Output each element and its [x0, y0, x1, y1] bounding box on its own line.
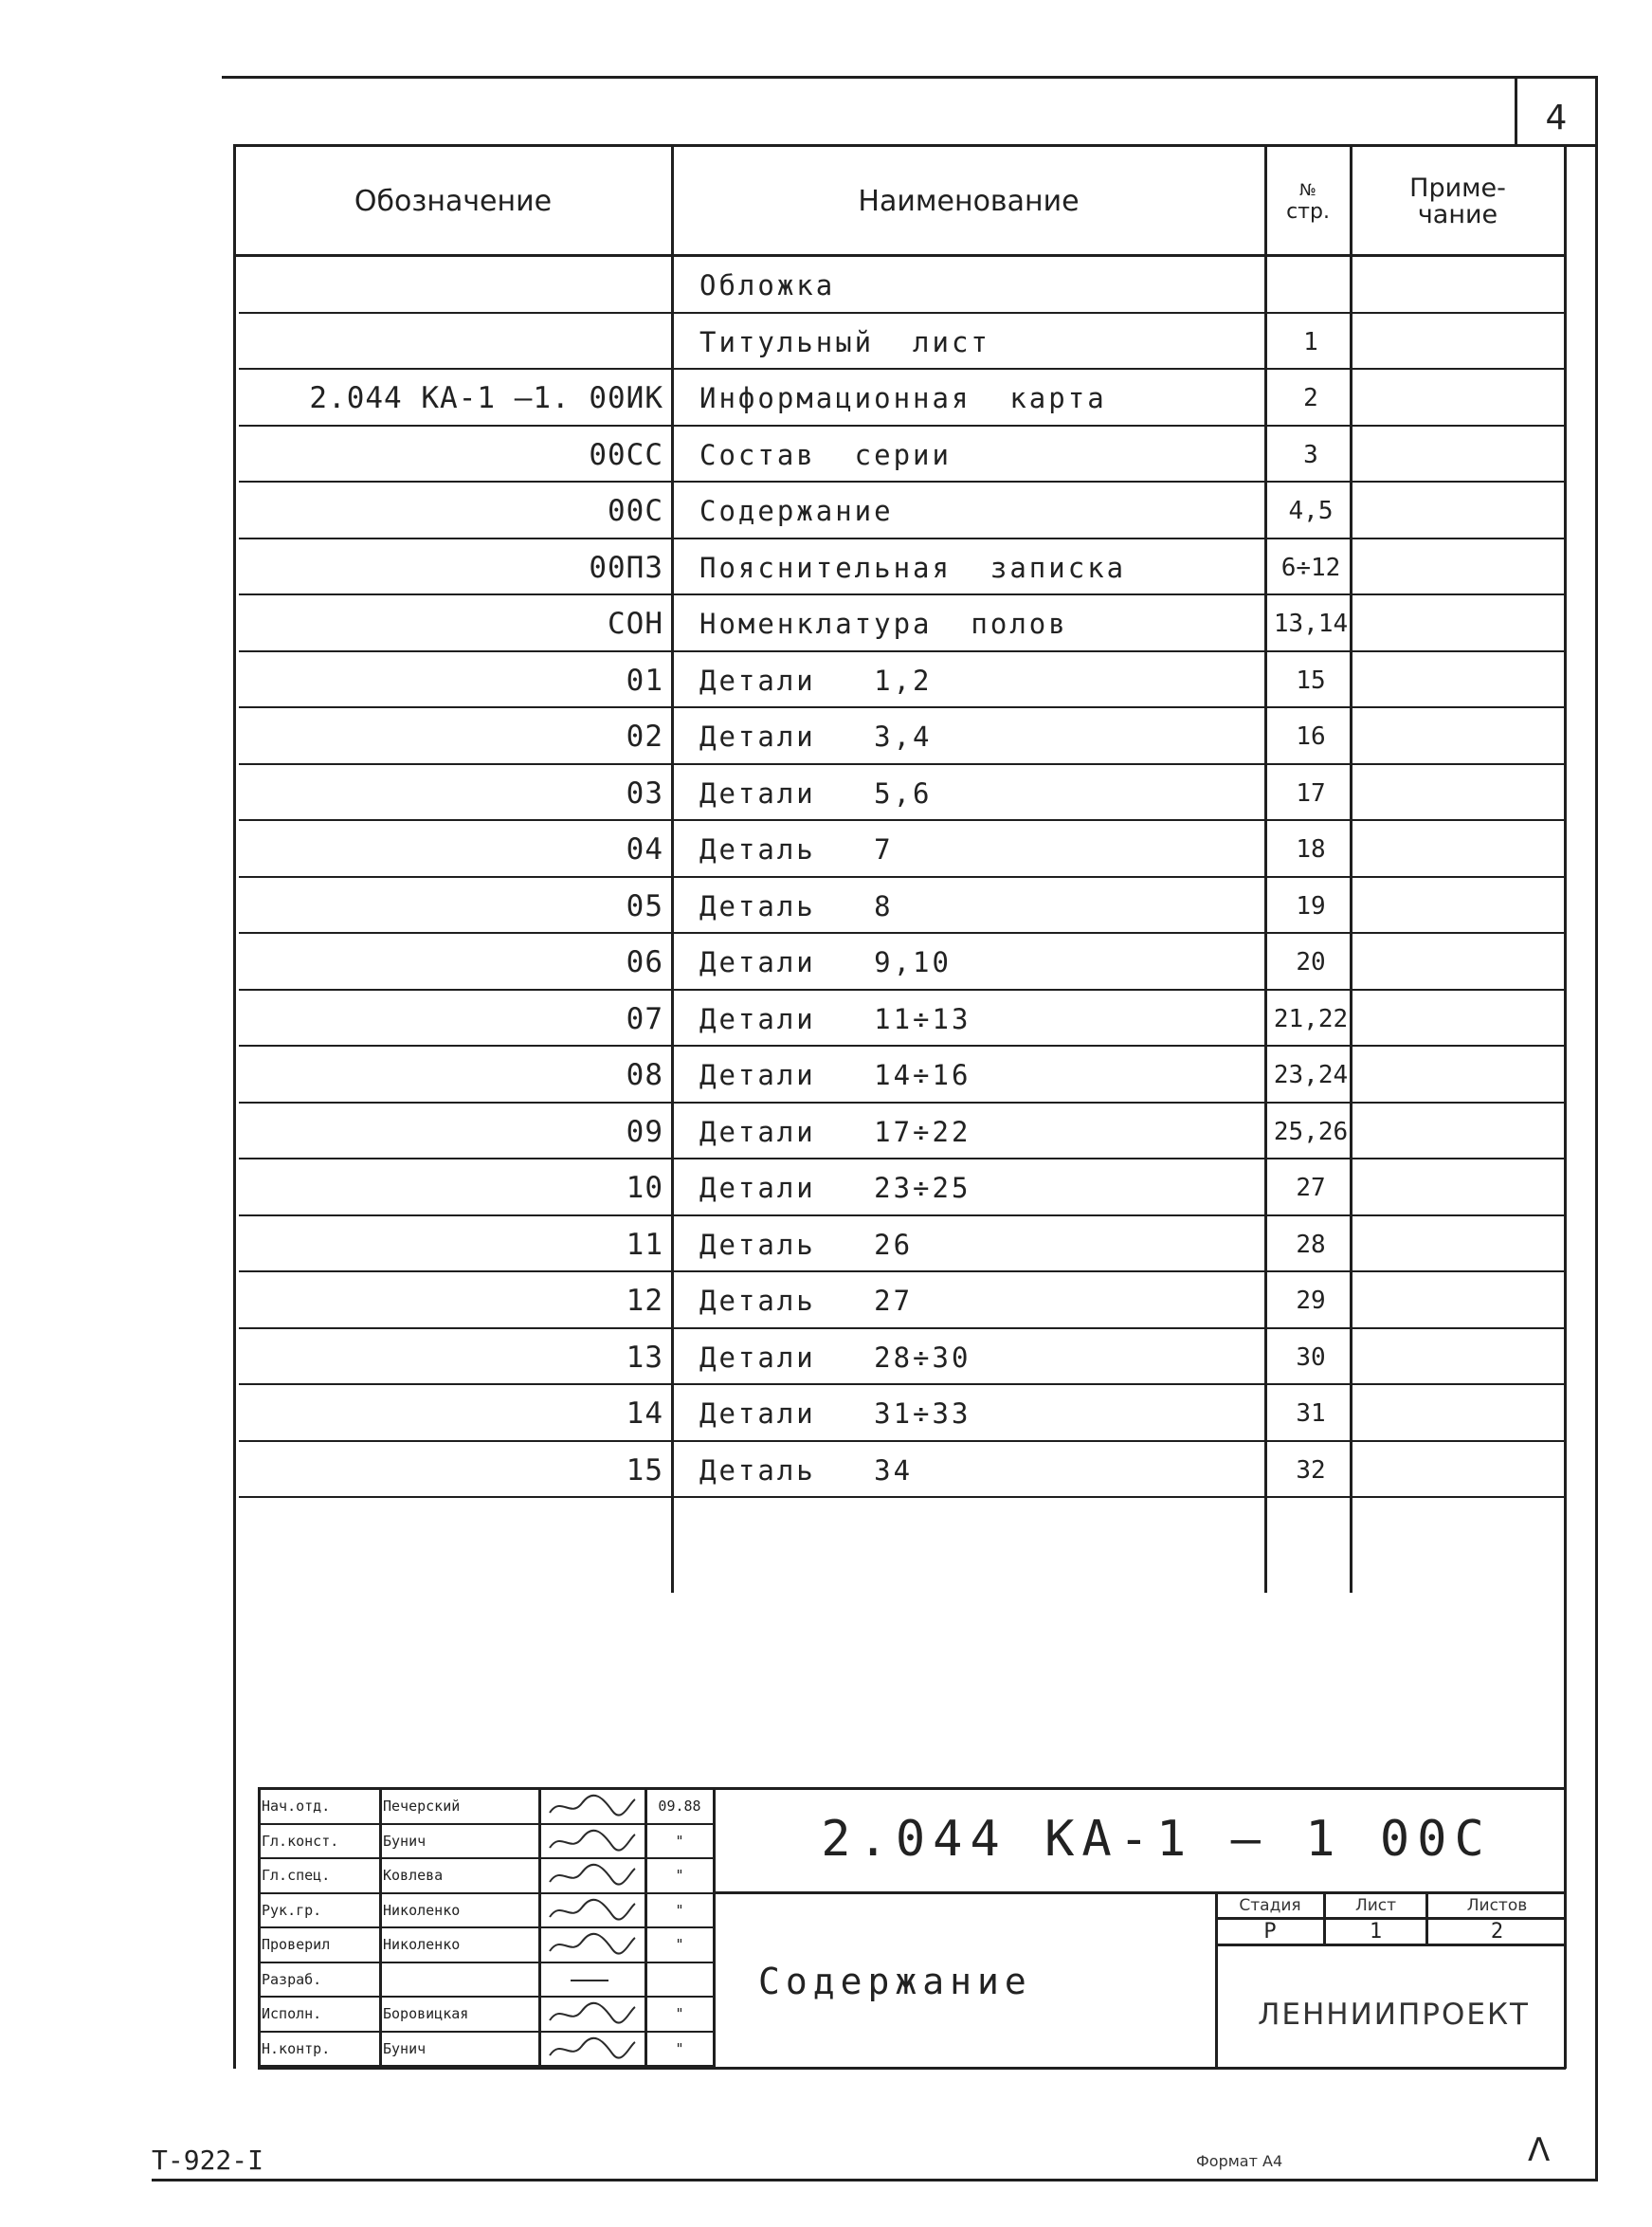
- row-name: Содержание: [699, 495, 894, 527]
- table-row: [239, 595, 1566, 652]
- table-row: [239, 1159, 1566, 1216]
- row-designation: СОН: [608, 607, 663, 641]
- sign-role: Гл.конст.: [262, 1833, 339, 1850]
- document-code: 2.044 КА-1 — 1 00С: [821, 1811, 1492, 1868]
- table-row: [239, 1272, 1566, 1329]
- row-separator: [239, 1496, 1564, 1498]
- table-row: [239, 1329, 1566, 1386]
- row-page-number: 13,14: [1273, 610, 1349, 638]
- sign-role: Н.контр.: [262, 2040, 331, 2057]
- header-note-line2: чание: [1417, 200, 1498, 229]
- table-row: [239, 427, 1566, 484]
- sign-col-4: [713, 1787, 716, 2067]
- header-note: [1352, 161, 1563, 243]
- header-designation-text: Обозначение: [354, 184, 553, 218]
- row-name: Детали 11÷13: [699, 1003, 971, 1035]
- sign-date: ": [675, 1833, 684, 1850]
- handwritten-signature: [542, 1859, 641, 1891]
- row-name: Обложка: [699, 269, 836, 301]
- row-designation: 02: [626, 720, 663, 754]
- row-name: Детали 31÷33: [699, 1397, 971, 1430]
- table-row: [239, 314, 1566, 371]
- sign-person: Боровицкая: [383, 2005, 469, 2022]
- sheet-number: 4: [1545, 98, 1568, 137]
- sign-date: [648, 1963, 711, 1996]
- frame-right-line: [1595, 76, 1598, 2181]
- row-page-number: 32: [1296, 1456, 1326, 1485]
- handwritten-signature: [542, 1790, 641, 1822]
- row-designation: 00С: [608, 494, 663, 528]
- row-page-number: 17: [1296, 779, 1326, 808]
- row-designation: 06: [626, 945, 663, 979]
- row-page-number: 19: [1296, 892, 1326, 921]
- row-name: Детали 3,4: [699, 721, 933, 753]
- table-row: [239, 539, 1566, 596]
- header-note-line1: Приме-: [1409, 173, 1506, 203]
- sheet-value: 1: [1369, 1919, 1383, 1944]
- row-name: Детали 14÷16: [699, 1059, 971, 1091]
- sign-date: ": [675, 1867, 684, 1884]
- row-name: Информационная карта: [699, 382, 1107, 414]
- sign-date: 09.88: [658, 1798, 701, 1815]
- header-name: [674, 148, 1263, 254]
- handwritten-signature: [542, 1825, 641, 1857]
- row-name: Детали 28÷30: [699, 1342, 971, 1374]
- table-row: [239, 1385, 1566, 1442]
- footer-format: Формат А4: [1196, 2152, 1283, 2170]
- row-name: Титульный лист: [699, 326, 990, 358]
- sheet-number-box-left: [1515, 76, 1517, 144]
- handwritten-signature: [542, 1928, 641, 1961]
- table-left-line: [233, 144, 236, 2069]
- sign-person: [383, 1963, 536, 1996]
- header-page-no-line2: стр.: [1286, 199, 1330, 224]
- handwritten-signature: [542, 2033, 641, 2065]
- row-name: Деталь 8: [699, 890, 894, 922]
- row-name: Деталь 7: [699, 833, 894, 866]
- row-page-number: 3: [1303, 441, 1318, 469]
- row-name: Номенклатура полов: [699, 608, 1068, 640]
- row-designation: 11: [626, 1228, 663, 1262]
- sign-person: Николенко: [383, 1902, 461, 1919]
- sign-person: Бунич: [383, 2040, 427, 2057]
- row-designation: 00СС: [589, 438, 663, 472]
- row-page-number: 28: [1296, 1231, 1326, 1259]
- row-name: Деталь 34: [699, 1454, 914, 1487]
- table-row: [239, 1104, 1566, 1160]
- header-name-text: Наименование: [858, 184, 1080, 218]
- sheets-value: 2: [1490, 1919, 1504, 1944]
- stage-label: Стадия: [1239, 1895, 1301, 1915]
- sign-role: Исполн.: [262, 2005, 322, 2022]
- sign-role: Проверил: [262, 1936, 331, 1953]
- row-designation: 13: [626, 1341, 663, 1375]
- frame-bottom-line: [152, 2179, 1598, 2181]
- row-page-number: 21,22: [1273, 1005, 1349, 1033]
- row-page-number: 23,24: [1273, 1061, 1349, 1089]
- organization-name: ЛЕННИИПРОЕКТ: [1258, 1998, 1530, 2032]
- table-row: [239, 878, 1566, 935]
- row-designation: 08: [626, 1058, 663, 1092]
- row-page-number: 25,26: [1273, 1118, 1349, 1146]
- row-page-number: 27: [1296, 1174, 1326, 1202]
- row-name: Детали 23÷25: [699, 1172, 971, 1204]
- row-page-number: 6÷12: [1280, 554, 1341, 582]
- row-page-number: 31: [1296, 1399, 1326, 1428]
- sign-person: Николенко: [383, 1936, 461, 1953]
- row-designation: 01: [626, 664, 663, 698]
- sign-person: Ковлева: [383, 1867, 444, 1884]
- row-designation: [239, 314, 663, 371]
- sign-date: ": [675, 2005, 684, 2022]
- row-designation: 03: [626, 776, 663, 811]
- header-page-no-line1: №: [1299, 180, 1316, 200]
- table-top-line: [233, 144, 1598, 147]
- header-designation: [236, 148, 670, 254]
- sign-person: Бунич: [383, 1833, 427, 1850]
- table-row: [239, 765, 1566, 822]
- row-page-number: 4,5: [1288, 497, 1334, 525]
- row-page-number: 1: [1303, 328, 1318, 356]
- sign-row-separator: [258, 2065, 713, 2067]
- handwritten-signature: [542, 1963, 641, 1996]
- row-designation: [239, 257, 663, 314]
- table-row: [239, 483, 1566, 539]
- row-name: Пояснительная записка: [699, 552, 1127, 584]
- row-designation: 10: [626, 1171, 663, 1205]
- titleblock-bottom-line: [258, 2067, 1566, 2070]
- footer-code: Т-922-I: [152, 2145, 264, 2176]
- row-designation: 14: [626, 1396, 663, 1431]
- sign-role: Рук.гр.: [262, 1902, 322, 1919]
- row-page-number: 16: [1296, 722, 1326, 751]
- row-page-number: [1268, 257, 1353, 314]
- row-name: Детали 17÷22: [699, 1116, 971, 1148]
- handwritten-signature: [542, 1998, 641, 2030]
- row-designation: 00ПЗ: [589, 551, 663, 585]
- row-name: Детали 9,10: [699, 946, 952, 978]
- sheet-label: Лист: [1354, 1895, 1397, 1915]
- header-page-no: [1267, 161, 1349, 243]
- sign-person: Печерский: [383, 1798, 461, 1815]
- row-name: Состав серии: [699, 439, 952, 471]
- table-row: [239, 257, 1566, 314]
- table-row: [239, 1047, 1566, 1104]
- row-designation: 07: [626, 1002, 663, 1036]
- sign-role: Нач.отд.: [262, 1798, 331, 1815]
- row-page-number: 20: [1296, 948, 1326, 977]
- handwritten-signature: [542, 1894, 641, 1926]
- sheets-label: Листов: [1466, 1895, 1528, 1915]
- sign-date: ": [675, 2040, 684, 2057]
- footer-mark: Λ: [1528, 2131, 1551, 2169]
- sign-role: Разраб.: [262, 1971, 322, 1988]
- row-designation: 12: [626, 1284, 663, 1318]
- stage-value-bottom: [1215, 1944, 1566, 1946]
- row-page-number: 15: [1296, 666, 1326, 695]
- table-row: [239, 1442, 1566, 1499]
- row-name: Деталь 26: [699, 1229, 914, 1261]
- table-row: [239, 370, 1566, 427]
- table-row: [239, 708, 1566, 765]
- sign-date: ": [675, 1902, 684, 1919]
- row-designation: 09: [626, 1115, 663, 1149]
- stage-value: Р: [1263, 1919, 1277, 1944]
- frame-top-line: [222, 76, 1596, 79]
- table-row: [239, 1216, 1566, 1273]
- table-row: [239, 991, 1566, 1048]
- row-name: Деталь 27: [699, 1285, 914, 1317]
- row-page-number: 30: [1296, 1343, 1326, 1372]
- row-page-number: 18: [1296, 835, 1326, 864]
- row-designation: 04: [626, 832, 663, 867]
- table-row: [239, 821, 1566, 878]
- sign-role: Гл.спец.: [262, 1867, 331, 1884]
- table-row: [239, 934, 1566, 991]
- row-name: Детали 1,2: [699, 665, 933, 697]
- row-designation: 05: [626, 889, 663, 923]
- row-page-number: 29: [1296, 1287, 1326, 1315]
- sign-date: ": [675, 1936, 684, 1953]
- table-row: [239, 652, 1566, 709]
- row-designation: 15: [626, 1453, 663, 1488]
- row-name: Детали 5,6: [699, 777, 933, 810]
- document-name: Содержание: [758, 1961, 1032, 2002]
- row-page-number: 2: [1303, 384, 1318, 412]
- row-designation: 2.044 КА-1 —1. 00ИК: [309, 381, 663, 415]
